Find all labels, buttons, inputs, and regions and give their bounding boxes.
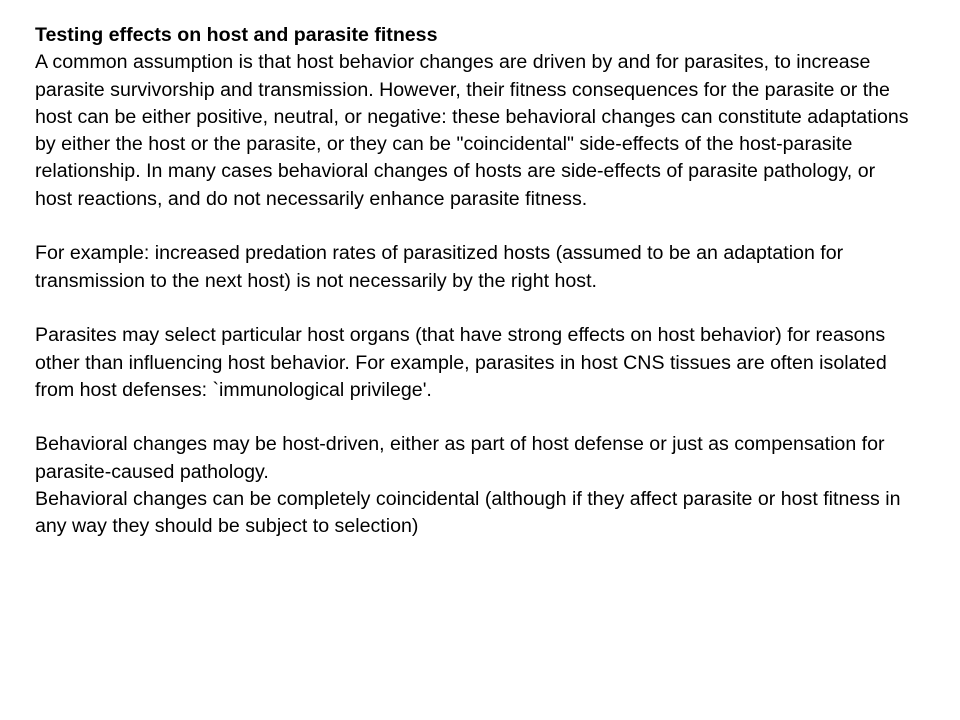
- paragraph-predation-example: For example: increased predation rates of parasitized hosts (assumed to be an adaptation for transmission to the next host) is not necessarily by the right host.: [35, 242, 844, 292]
- paragraph-host-driven: Behavioral changes may be host-driven, either as part of host defense or just as compensation for parasite-caused pathology.: [35, 433, 885, 483]
- paragraph-coincidental: Behavioral changes can be completely coincidental (although if they affect parasite or host fitness in any way they should be subject to selection): [35, 488, 901, 538]
- paragraph-spacer: [35, 295, 915, 322]
- paragraph-host-organs: Parasites may select particular host organs (that have strong effects on host behavior) for reasons other than influencing host behavior. For example, parasites in host CNS tissues are often isolated from host defenses: `immunological privilege'.: [35, 324, 887, 401]
- document-body: [35, 22, 915, 541]
- paragraph-intro: A common assumption is that host behavior changes are driven by and for parasites, to increase parasite survivorship and transmission. However, their fitness consequences for the parasite or the host can be either positive, neutral, or negative: these behavioral changes can constitute adaptations by either the host or the parasite, or they can be "coincidental" side-effects of the host-parasite relationship. In many cases behavioral changes of hosts are side-effects of parasite pathology, or host reactions, and do not necessarily enhance parasite fitness.: [35, 51, 909, 210]
- document-title: Testing effects on host and parasite fitness: [35, 24, 438, 46]
- paragraph-spacer: [35, 213, 915, 240]
- paragraph-spacer: [35, 404, 915, 431]
